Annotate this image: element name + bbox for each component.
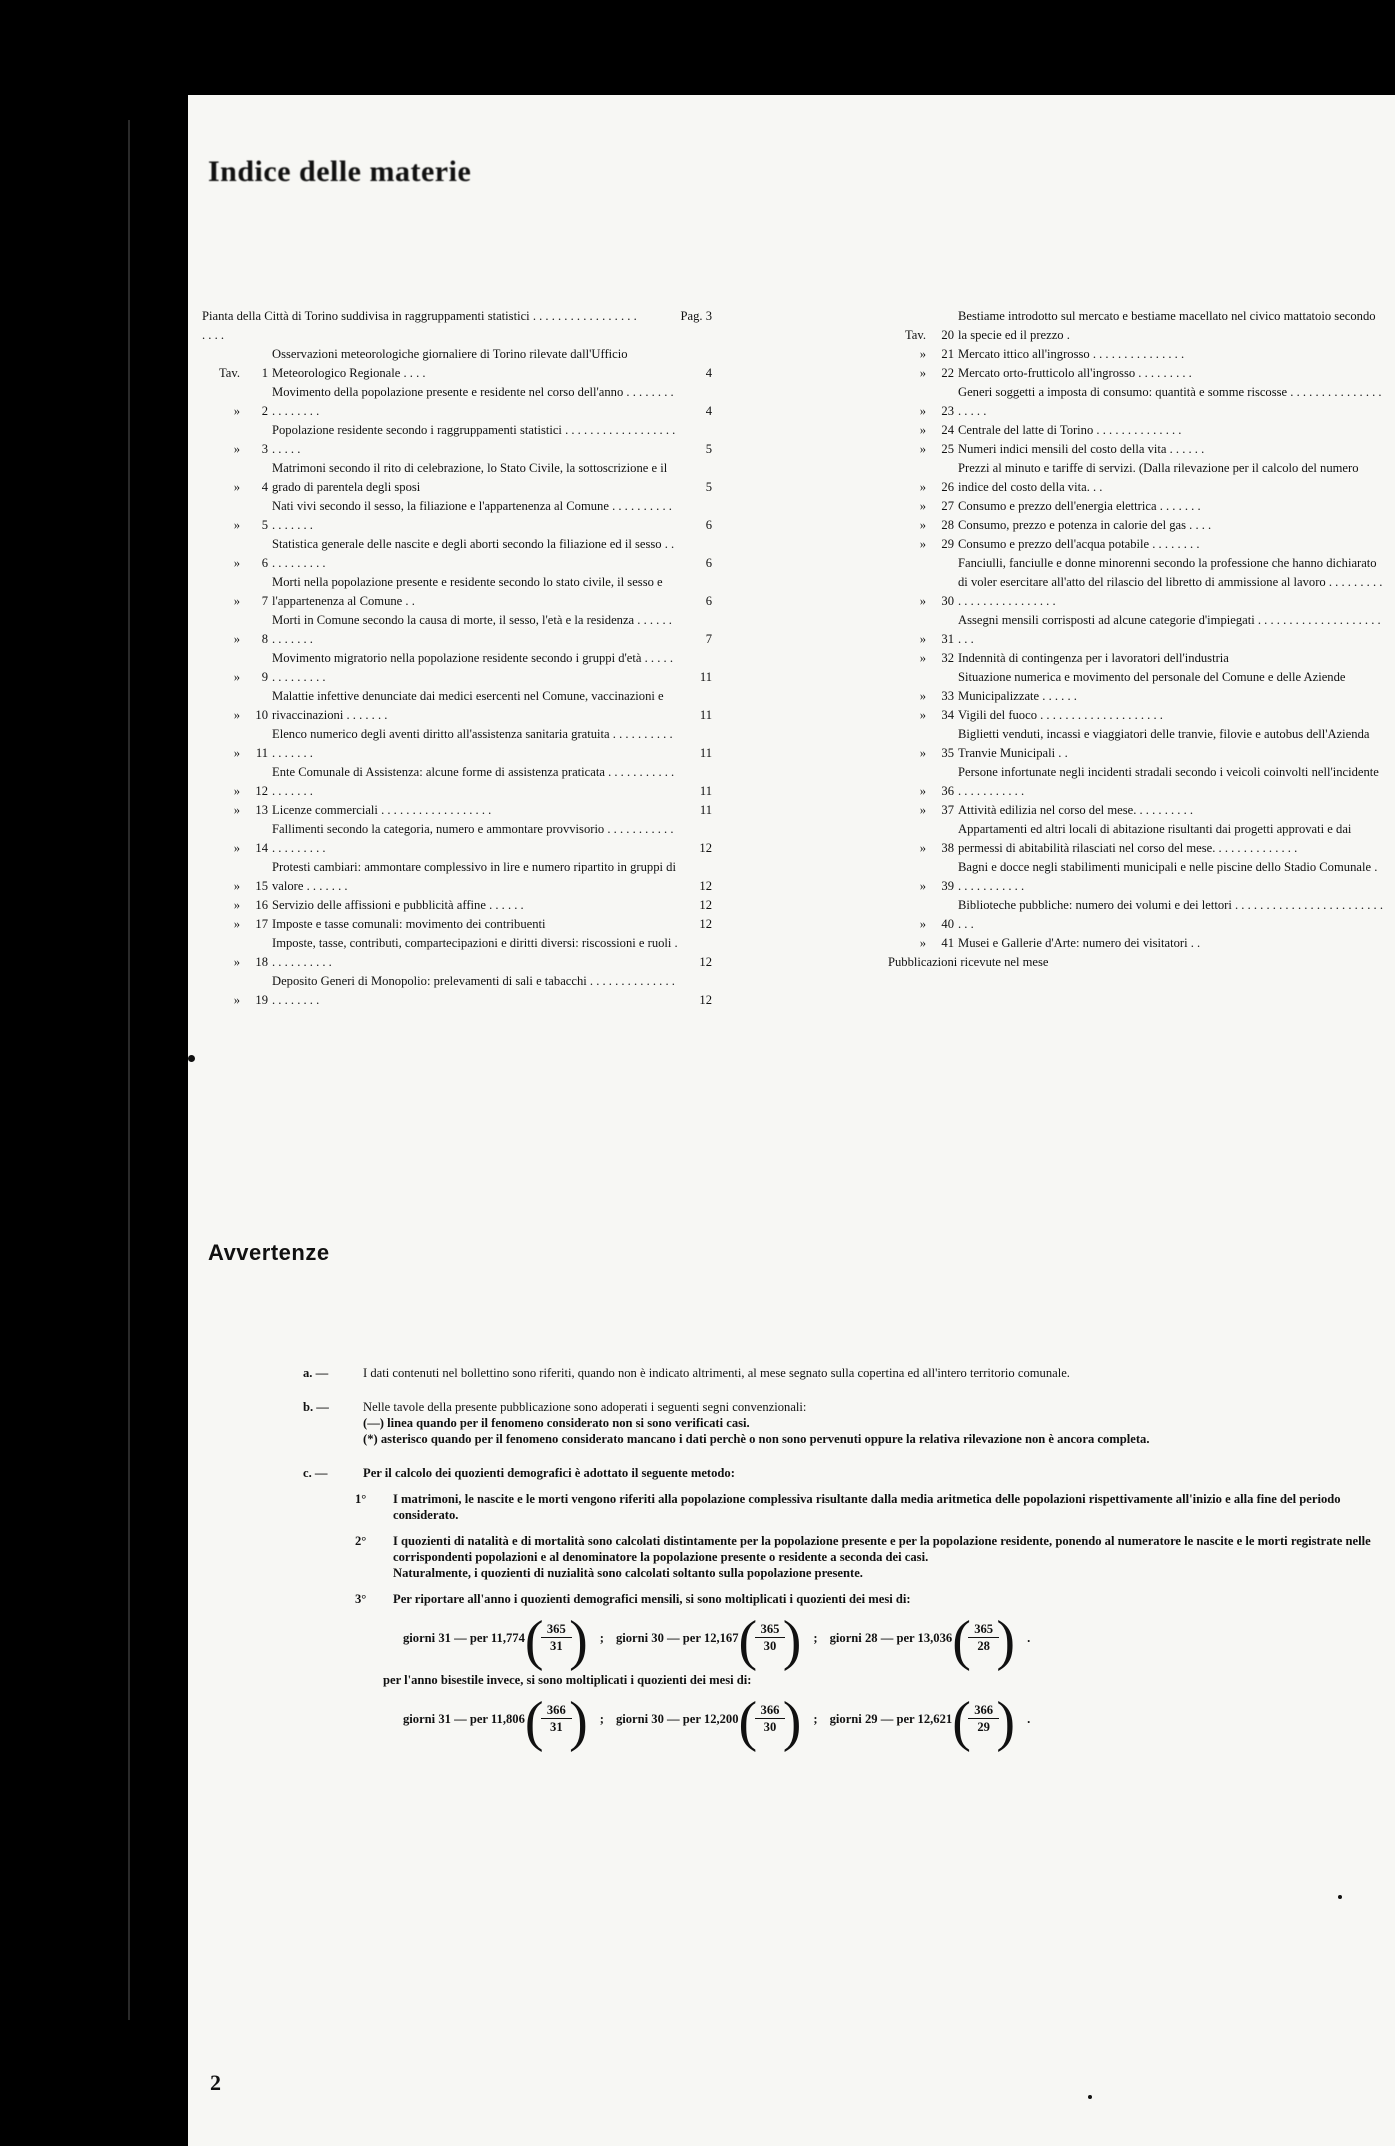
section-title: Avvertenze — [208, 1240, 330, 1265]
toc-entry-prefix: » — [919, 423, 926, 437]
formula-separator: ; — [599, 1711, 604, 1726]
toc-entry-number: 38 — [941, 841, 954, 855]
toc-left-column — [202, 307, 712, 1010]
toc-entry-page: 12 — [699, 898, 712, 912]
toc-entry[interactable] — [888, 725, 1383, 763]
toc-entry-number: 18 — [255, 955, 268, 969]
toc-entry-prefix: » — [233, 803, 240, 817]
toc-footer-text: Pubblicazioni ricevute nel mese — [888, 955, 1049, 969]
toc-head-page — [642, 307, 712, 345]
toc-entry-number: 27 — [941, 499, 954, 513]
toc-entry[interactable] — [888, 440, 1383, 459]
toc-entry-title: Elenco numerico degli aventi diritto all'assistenza sanitaria gratuita . . . . . . . . . . . . . . . . . — [272, 727, 673, 760]
toc-entry-title: Attività edilizia nel corso del mese. . . . . . . . . . — [958, 803, 1194, 817]
fraction-denominator: 31 — [550, 1639, 563, 1653]
toc-entry-prefix: » — [233, 993, 240, 1007]
toc-entry-number: 29 — [941, 537, 954, 551]
fraction-denominator: 30 — [763, 1720, 777, 1734]
toc-entry-title: Generi soggetti a imposta di consumo: quantità e somme riscosse . . . . . . . . . . . . . . . . . . . . — [958, 385, 1382, 418]
toc-entry-prefix: » — [919, 347, 926, 361]
toc-entry-title: Morti in Comune secondo la causa di morte, il sesso, l'età e la residenza . . . . . . . . . . . . . — [272, 613, 672, 646]
toc-entry-number: 37 — [941, 803, 954, 817]
toc-entry[interactable] — [888, 668, 1383, 706]
toc-entry[interactable] — [202, 896, 712, 915]
toc-entry-page: 4 — [705, 404, 712, 418]
toc-entry[interactable] — [888, 820, 1383, 858]
note-c2 — [355, 1533, 1378, 1581]
toc-entry-page: 11 — [699, 784, 712, 798]
paren-left: ( — [952, 1691, 971, 1753]
toc-entry-prefix: » — [919, 632, 926, 646]
toc-entry-title: Matrimoni secondo il rito di celebrazione, lo Stato Civile, la sottoscrizione e il grado di parentela degli sposi — [272, 461, 668, 494]
toc-entry-prefix: » — [233, 841, 240, 855]
toc-footer-entry[interactable] — [888, 953, 1383, 972]
fraction-numerator: 366 — [541, 1702, 572, 1719]
toc-entry-page: 12 — [699, 879, 712, 893]
toc-entry-prefix: » — [919, 404, 926, 418]
formula-fraction — [952, 1610, 1016, 1672]
toc-entry-prefix: » — [233, 917, 240, 931]
toc-entry-prefix: » — [233, 784, 240, 798]
toc-entry-title: Nati vivi secondo il sesso, la filiazione e l'appartenenza al Comune . . . . . . . . . . . . . . . . . — [272, 499, 672, 532]
toc-entry[interactable] — [202, 421, 712, 459]
toc-entry-prefix: » — [919, 518, 926, 532]
toc-entry-title: Movimento della popolazione presente e residente nel corso dell'anno . . . . . . . . . . . . . . . . — [272, 385, 674, 418]
toc-entry-page: 11 — [699, 708, 712, 722]
toc-entry-title: Ente Comunale di Assistenza: alcune forme di assistenza praticata . . . . . . . . . . . . . . . . . . — [272, 765, 675, 798]
toc-entry-prefix: » — [919, 594, 926, 608]
note-b-label: b. — — [303, 1400, 329, 1414]
toc-entry-number: 24 — [941, 423, 954, 437]
toc-entry-number: 19 — [255, 993, 268, 1007]
note-c — [303, 1465, 1378, 1481]
note-a-label: a. — — [303, 1366, 329, 1380]
note-c1 — [355, 1491, 1378, 1523]
toc-entry-number: 25 — [941, 442, 954, 456]
formula-prefix: giorni 28 — per 13,036 — [829, 1630, 953, 1645]
fraction-numerator: 365 — [755, 1621, 786, 1638]
toc-entry[interactable] — [202, 820, 712, 858]
paren-left: ( — [738, 1610, 758, 1672]
toc-entry[interactable] — [888, 516, 1383, 535]
paren-right: ) — [996, 1691, 1016, 1753]
toc-entry-title: Mercato ittico all'ingrosso . . . . . . . . . . . . . . . — [958, 347, 1185, 361]
formula-row-ordinary — [403, 1610, 1378, 1672]
formula-prefix: giorni 30 — per 12,167 — [615, 1630, 739, 1645]
formula-prefix: giorni 29 — per 12,621 — [829, 1711, 953, 1726]
note-a — [303, 1365, 1378, 1381]
toc-entry-title: Malattie infettive denunciate dai medici esercenti nel Comune, vaccinazioni e rivaccinazioni . . . . . . . — [272, 689, 664, 722]
paren-right: ) — [782, 1610, 802, 1672]
toc-entry-title: Statistica generale delle nascite e degli aborti secondo la filiazione ed il sesso . . . . . . . . . . . — [272, 537, 675, 570]
toc-entry-number: 26 — [941, 480, 954, 494]
toc-entry-number: 4 — [261, 480, 268, 494]
toc-entry[interactable] — [888, 706, 1383, 725]
toc-entry-title: Fallimenti secondo la categoria, numero e ammontare provvisorio . . . . . . . . . . . . . . . . . . . . — [272, 822, 674, 855]
toc-entry[interactable] — [888, 535, 1383, 554]
formula-separator: ; — [813, 1711, 818, 1726]
paren-left: ( — [524, 1691, 544, 1753]
toc-entry-page: 6 — [705, 556, 712, 570]
toc-entry-number: 31 — [941, 632, 954, 646]
toc-entry-prefix: » — [919, 879, 926, 893]
toc-entry-number: 13 — [255, 803, 268, 817]
toc-entry[interactable] — [202, 934, 712, 972]
note-a-text: I dati contenuti nel bollettino sono riferiti, quando non è indicato altrimenti, al mese segnato sulla copertina ed all'intero territorio comunale. — [363, 1366, 1070, 1380]
toc-entry-number: 40 — [941, 917, 954, 931]
toc-entry-title: Biglietti venduti, incassi e viaggiatori delle tranvie, filovie e autobus dell'Azienda Tranvie Municipali . . — [958, 727, 1370, 760]
toc-head-text: Pianta della Città di Torino suddivisa in raggruppamenti statistici . . . . . . . . . . . . . . . . . . . . . — [202, 309, 637, 342]
toc-entry-number: 6 — [261, 556, 268, 570]
toc-entry[interactable] — [888, 801, 1383, 820]
paren-right: ) — [569, 1610, 588, 1672]
toc-entry[interactable] — [202, 801, 712, 820]
fraction-numerator: 366 — [968, 1702, 999, 1719]
toc-entry-title: Movimento migratorio nella popolazione residente secondo i gruppi d'età . . . . . . . . . . . . . . — [272, 651, 673, 684]
formula-fraction — [738, 1610, 802, 1672]
toc-entry[interactable] — [202, 497, 712, 535]
toc-entry-page: 4 — [705, 366, 712, 380]
toc-entry-number: 9 — [261, 670, 268, 684]
toc-entry[interactable] — [202, 725, 712, 763]
note-c2-label: 2° — [355, 1534, 367, 1548]
toc-entry-number: 22 — [941, 366, 954, 380]
toc-entry-page: 7 — [705, 632, 712, 646]
toc-entry-prefix: » — [919, 784, 926, 798]
toc-entry[interactable] — [888, 497, 1383, 516]
toc-entry-title: Morti nella popolazione presente e residente secondo lo stato civile, il sesso e l'appartenenza al Comune . . — [272, 575, 663, 608]
toc-entry-page: 12 — [699, 841, 712, 855]
page-number: 2 — [210, 2070, 221, 2095]
toc-entry-prefix: » — [919, 917, 926, 931]
toc-entry-prefix: » — [919, 841, 926, 855]
toc-entry[interactable] — [888, 459, 1383, 497]
toc-entry[interactable] — [888, 307, 1383, 345]
toc-entry-title: Biblioteche pubbliche: numero dei volumi e dei lettori . . . . . . . . . . . . . . . . . . . . . . . . . . . — [958, 898, 1383, 931]
note-c2-text: I quozienti di natalità e di mortalità sono calcolati distintamente per la popolazione presente e per la popolazione residente, ponendo al numeratore le nascite e le morti registrate nelle corrispondenti popolazioni e al denominatore la popolazione presente o residente a seconda dei casi. — [393, 1534, 1371, 1564]
toc-entry-title: Centrale del latte di Torino . . . . . . . . . . . . . . — [958, 423, 1182, 437]
formula-fraction — [524, 1691, 588, 1753]
fraction-denominator: 31 — [550, 1720, 563, 1734]
toc-entry-number: 41 — [941, 936, 954, 950]
toc-entry-number: 32 — [941, 651, 954, 665]
toc-head-page-number: 3 — [705, 309, 712, 323]
formula-fraction — [952, 1691, 1016, 1753]
toc-entry-title: Mercato orto-frutticolo all'ingrosso . . . . . . . . . — [958, 366, 1192, 380]
toc-entry-prefix: Tav. — [904, 328, 926, 342]
toc-entry-page: 6 — [705, 594, 712, 608]
formula-prefix: giorni 31 — per 11,806 — [403, 1711, 525, 1726]
fraction-numerator: 365 — [968, 1621, 999, 1638]
toc-entry-prefix: » — [233, 556, 240, 570]
binding-edge — [128, 120, 130, 2020]
toc-entry[interactable] — [888, 858, 1383, 896]
fraction-numerator: 365 — [541, 1621, 572, 1638]
toc-entry-page: 11 — [699, 670, 712, 684]
toc-entry-prefix: » — [233, 879, 240, 893]
toc-entry-title: Popolazione residente secondo i raggruppamenti statistici . . . . . . . . . . . . . . . . . . . . . . . — [272, 423, 676, 456]
toc-entry-number: 20 — [941, 328, 954, 342]
toc-entry-page: 5 — [705, 442, 712, 456]
toc-entry-number: 10 — [255, 708, 268, 722]
toc-entry-title: Bagni e docce negli stabilimenti municipali e nelle piscine dello Stadio Comunale . . . . . . . . . . . . — [958, 860, 1378, 893]
note-c3 — [355, 1591, 1378, 1607]
formula-row-leap — [403, 1691, 1378, 1753]
formula-separator: ; — [599, 1630, 604, 1645]
toc-entry-title: Servizio delle affissioni e pubblicità affine . . . . . . — [272, 898, 524, 912]
leap-year-text: per l'anno bisestile invece, si sono moltiplicati i quozienti dei mesi di: — [383, 1673, 752, 1687]
toc-entry-prefix: » — [233, 670, 240, 684]
toc-entry[interactable] — [202, 972, 712, 1010]
toc-entry-number: 33 — [941, 689, 954, 703]
toc-entry-prefix: » — [919, 366, 926, 380]
toc-entry-prefix: » — [233, 632, 240, 646]
toc-entry-number: 17 — [255, 917, 268, 931]
toc-entry[interactable] — [888, 649, 1383, 668]
toc-entry-number: 36 — [941, 784, 954, 798]
note-c2-text2: Naturalmente, i quozienti di nuzialità sono calcolati soltanto sulla popolazione presente. — [393, 1566, 863, 1580]
toc-entry[interactable] — [202, 858, 712, 896]
toc-entry-number: 12 — [255, 784, 268, 798]
toc-entry[interactable] — [202, 649, 712, 687]
toc-entry-page: 12 — [699, 917, 712, 931]
toc-entry[interactable] — [202, 383, 712, 421]
toc-entry-page: 5 — [705, 480, 712, 494]
toc-entry-title: Fanciulli, fanciulle e donne minorenni secondo la professione che hanno dichiarato di voler esercitare all'atto del rilascio del libretto di ammissione al lavoro . . . . . . . . . . . . . . . . . . . . . . . . . — [958, 556, 1383, 608]
toc-left-entries — [202, 345, 712, 1010]
toc-entry-number: 14 — [255, 841, 268, 855]
formula-separator: ; — [813, 1630, 818, 1645]
toc-entry-title: Indennità di contingenza per i lavoratori dell'industria — [958, 651, 1229, 665]
toc-entry-number: 34 — [941, 708, 954, 722]
toc-entry-prefix: » — [919, 803, 926, 817]
toc-entry[interactable] — [202, 763, 712, 801]
toc-entry-title: Imposte e tasse comunali: movimento dei contribuenti — [272, 917, 546, 931]
note-c-text: Per il calcolo dei quozienti demografici è adottato il seguente metodo: — [363, 1466, 735, 1480]
toc-entry-title: Consumo, prezzo e potenza in calorie del gas . . . . — [958, 518, 1212, 532]
paren-left: ( — [952, 1610, 971, 1672]
formula-fraction — [524, 1610, 588, 1672]
toc-entry-prefix: » — [919, 499, 926, 513]
toc-entry-number: 39 — [941, 879, 954, 893]
toc-entry-prefix: » — [919, 689, 926, 703]
toc-entry[interactable] — [888, 763, 1383, 801]
toc-entry[interactable] — [202, 535, 712, 573]
fraction-denominator: 30 — [763, 1639, 777, 1653]
toc-entry-title: Vigili del fuoco . . . . . . . . . . . . . . . . . . . . — [958, 708, 1163, 722]
toc-entry-title: Protesti cambiari: ammontare complessivo in lire e numero ripartito in gruppi di valore . . . . . . . — [272, 860, 676, 893]
toc-entry-prefix: » — [919, 708, 926, 722]
formula-separator: . — [1027, 1630, 1031, 1645]
note-b-text: Nelle tavole della presente pubblicazione sono adoperati i seguenti segni convenzionali: — [363, 1400, 807, 1414]
toc-entry-title: Consumo e prezzo dell'energia elettrica . . . . . . . — [958, 499, 1201, 513]
note-b — [303, 1399, 1378, 1447]
formula-fraction — [738, 1691, 802, 1753]
note-c3-text: Per riportare all'anno i quozienti demografici mensili, si sono moltiplicati i quozienti dei mesi di: — [393, 1592, 911, 1606]
toc-entry-prefix: » — [233, 404, 240, 418]
toc-entry-prefix: » — [919, 442, 926, 456]
formula-separator: . — [1027, 1711, 1031, 1726]
toc-entry[interactable] — [888, 896, 1383, 934]
toc-entry-prefix: » — [233, 955, 240, 969]
toc-entry-number: 8 — [261, 632, 268, 646]
toc-entry-prefix: » — [233, 480, 240, 494]
formula-prefix: giorni 31 — per 11,774 — [403, 1630, 525, 1645]
note-c1-label: 1° — [355, 1492, 367, 1506]
toc-entry[interactable] — [202, 687, 712, 725]
toc-right-column — [888, 307, 1383, 972]
toc-head-entry[interactable] — [202, 307, 712, 345]
toc-entry[interactable] — [888, 611, 1383, 649]
toc-entry-title: Musei e Gallerie d'Arte: numero dei visitatori . . — [958, 936, 1201, 950]
toc-entry-prefix: » — [919, 537, 926, 551]
toc-entry-title: Imposte, tasse, contributi, compartecipazioni e diritti diversi: riscossioni e ruoli . . . . . . . . . . . — [272, 936, 678, 969]
toc-entry[interactable] — [888, 364, 1383, 383]
toc-right-entries — [888, 307, 1383, 953]
paren-left: ( — [524, 1610, 544, 1672]
toc-entry-number: 28 — [941, 518, 954, 532]
toc-entry-number: 15 — [255, 879, 268, 893]
fraction-denominator: 29 — [977, 1720, 990, 1734]
toc-entry-number: 35 — [941, 746, 954, 760]
toc-entry-prefix: » — [233, 898, 240, 912]
toc-entry-title: Persone infortunate negli incidenti stradali secondo i veicoli coinvolti nell'incidente . . . . . . . . . . . — [958, 765, 1379, 798]
toc-entry[interactable] — [202, 915, 712, 934]
note-c3-label: 3° — [355, 1592, 367, 1606]
page-title: Indice delle materie — [208, 155, 472, 188]
note-c-label: c. — — [303, 1466, 328, 1480]
toc-entry-number: 7 — [261, 594, 268, 608]
toc-entry-prefix: » — [919, 651, 926, 665]
toc-entry-title: Situazione numerica e movimento del personale del Comune e delle Aziende Municipalizzate . . . . . . — [958, 670, 1346, 703]
toc-entry-prefix: » — [919, 480, 926, 494]
toc-entry-title: Licenze commerciali . . . . . . . . . . . . . . . . . . — [272, 803, 492, 817]
speck-mark — [1088, 2095, 1092, 2099]
toc-entry-number: 23 — [941, 404, 954, 418]
toc-entry-prefix: » — [233, 594, 240, 608]
toc-entry-number: 3 — [261, 442, 268, 456]
toc-entry-prefix: » — [233, 442, 240, 456]
toc-entry-number: 5 — [261, 518, 268, 532]
toc-entry-title: Osservazioni meteorologiche giornaliere di Torino rilevate dall'Ufficio Meteorologico Regionale . . . . — [272, 347, 628, 380]
toc-entry-page: 12 — [699, 993, 712, 1007]
toc-entry-prefix: » — [233, 518, 240, 532]
toc-entry-title: Assegni mensili corrisposti ad alcune categorie d'impiegati . . . . . . . . . . . . . . . . . . . . . . . — [958, 613, 1381, 646]
speck-mark — [188, 1055, 195, 1062]
toc-entry-prefix: Tav. — [218, 366, 240, 380]
speck-mark — [1338, 1895, 1342, 1899]
toc-entry-page: 6 — [705, 518, 712, 532]
note-c1-text: I matrimoni, le nascite e le morti vengono riferiti alla popolazione complessiva risultante dalla media aritmetica delle popolazioni rispettivamente all'inizio e alla fine del periodo considerato. — [393, 1492, 1341, 1522]
paren-left: ( — [738, 1691, 758, 1753]
document-page — [188, 95, 1395, 2146]
toc-entry[interactable] — [888, 345, 1383, 364]
toc-entry-title: Prezzi al minuto e tariffe di servizi. (Dalla rilevazione per il calcolo del numero indice del costo della vita. . . — [958, 461, 1359, 494]
paren-right: ) — [569, 1691, 588, 1753]
toc-entry-title: Deposito Generi di Monopolio: prelevamenti di sali e tabacchi . . . . . . . . . . . . . . . . . . . . . . — [272, 974, 675, 1007]
note-b-line1: (—) linea quando per il fenomeno considerato non si sono verificati casi. — [363, 1416, 750, 1430]
toc-entry[interactable] — [202, 573, 712, 611]
toc-entry-number: 1 — [261, 366, 268, 380]
paren-right: ) — [782, 1691, 802, 1753]
toc-entry[interactable] — [202, 611, 712, 649]
fraction-numerator: 366 — [755, 1702, 786, 1719]
toc-entry[interactable] — [888, 934, 1383, 953]
toc-entry-page: 11 — [699, 746, 712, 760]
toc-entry[interactable] — [202, 459, 712, 497]
toc-entry-title: Numeri indici mensili del costo della vita . . . . . . — [958, 442, 1205, 456]
toc-entry-prefix: » — [233, 746, 240, 760]
toc-entry-number: 16 — [255, 898, 268, 912]
toc-entry[interactable] — [888, 554, 1383, 611]
toc-entry-number: 21 — [941, 347, 954, 361]
toc-entry-prefix: » — [919, 936, 926, 950]
note-b-line2: (*) asterisco quando per il fenomeno considerato mancano i dati perchè o non sono pervenuti oppure la relativa rilevazione non è ancora completa. — [363, 1432, 1150, 1446]
toc-entry-title: Appartamenti ed altri locali di abitazione risultanti dai progetti approvati e dai permessi di abitabilità rilasciati nel corso del mese. . . . . . . . . . . . . . — [958, 822, 1352, 855]
toc-entry[interactable] — [888, 383, 1383, 421]
toc-entry-prefix: » — [233, 708, 240, 722]
toc-entry[interactable] — [888, 421, 1383, 440]
notes-block — [303, 1365, 1378, 1753]
paren-right: ) — [996, 1610, 1016, 1672]
toc-entry-number: 2 — [261, 404, 268, 418]
toc-entry-number: 11 — [255, 746, 268, 760]
toc-entry-number: 30 — [941, 594, 954, 608]
toc-entry-title: Consumo e prezzo dell'acqua potabile . . . . . . . . — [958, 537, 1200, 551]
toc-head-page-label: Pag. — [680, 309, 703, 323]
toc-entry-prefix: » — [919, 746, 926, 760]
toc-entry[interactable] — [202, 345, 712, 383]
toc-entry-page: 11 — [699, 803, 712, 817]
toc-entry-title: Bestiame introdotto sul mercato e bestiame macellato nel civico mattatoio secondo la specie ed il prezzo . — [958, 309, 1376, 342]
fraction-denominator: 28 — [977, 1639, 990, 1653]
formula-prefix: giorni 30 — per 12,200 — [615, 1711, 739, 1726]
toc-entry-page: 12 — [699, 955, 712, 969]
